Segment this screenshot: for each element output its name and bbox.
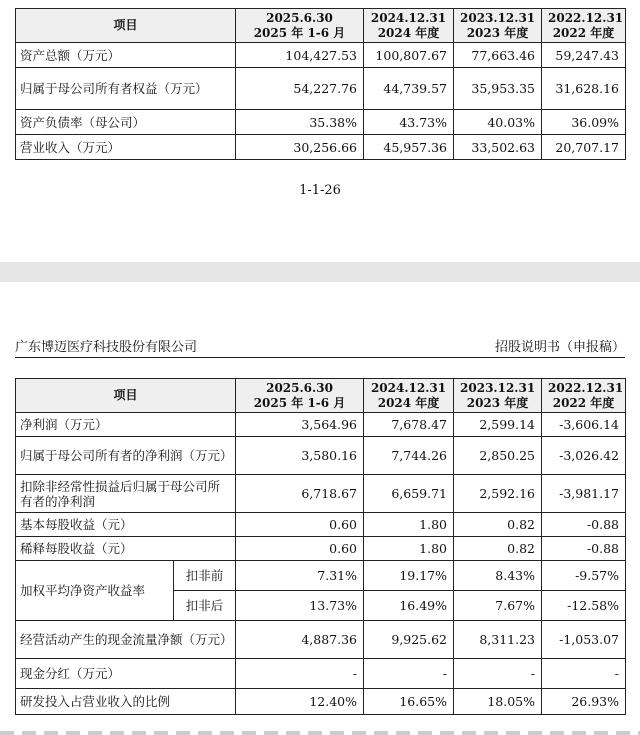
cell-value: 7.31%: [236, 561, 364, 591]
table-header-row: [16, 379, 626, 413]
row-label: 归属于母公司所有者的净利润（万元）: [16, 437, 236, 475]
cell-value: -3,981.17: [542, 475, 626, 513]
document-type: 招股说明书（申报稿）: [494, 340, 625, 355]
header-period-3: 2023.12.31 2023 年度: [454, 379, 542, 413]
cell-value: 9,925.62: [364, 621, 454, 659]
cell-value: -: [542, 659, 626, 689]
cell-value: -: [364, 659, 454, 689]
row-label: 研发投入占营业收入的比例: [16, 689, 236, 715]
cell-value: 77,663.46: [454, 43, 542, 68]
table-row: [16, 68, 626, 110]
table-row: [16, 135, 626, 160]
row-label: 净利润（万元）: [16, 413, 236, 437]
header-period-1: 2025.6.30 2025 年 1-6 月: [236, 9, 364, 43]
header-item: 项目: [16, 379, 236, 413]
row-label: 稀释每股收益（元）: [16, 537, 236, 561]
cell-value: 0.60: [236, 513, 364, 537]
row-label-roe: 加权平均净资产收益率: [16, 561, 174, 621]
company-name: 广东博迈医疗科技股份有限公司: [15, 340, 198, 355]
cell-value: 18.05%: [454, 689, 542, 715]
table-row: [16, 475, 626, 513]
row-label: 经营活动产生的现金流量净额（万元）: [16, 621, 236, 659]
next-page-edge: [0, 731, 640, 735]
header-period-4: 2022.12.31 2022 年度: [542, 9, 626, 43]
row-label: 资产总额（万元）: [16, 43, 236, 68]
financial-table-top: [15, 8, 626, 160]
cell-value: 36.09%: [542, 110, 626, 135]
table-row: [16, 110, 626, 135]
cell-value: -: [454, 659, 542, 689]
cell-value: 6,659.71: [364, 475, 454, 513]
cell-value: 0.82: [454, 537, 542, 561]
header-period-1: 2025.6.30 2025 年 1-6 月: [236, 379, 364, 413]
sub-label: 扣非后: [174, 591, 236, 621]
cell-value: 2,592.16: [454, 475, 542, 513]
cell-value: 8,311.23: [454, 621, 542, 659]
header-period-3: 2023.12.31 2023 年度: [454, 9, 542, 43]
table-row: [16, 413, 626, 437]
cell-value: 2,850.25: [454, 437, 542, 475]
cell-value: 33,502.63: [454, 135, 542, 160]
cell-value: 13.73%: [236, 591, 364, 621]
cell-value: 104,427.53: [236, 43, 364, 68]
financial-table-bottom: [15, 378, 626, 715]
row-label: 基本每股收益（元）: [16, 513, 236, 537]
cell-value: -12.58%: [542, 591, 626, 621]
cell-value: 26.93%: [542, 689, 626, 715]
cell-value: 100,807.67: [364, 43, 454, 68]
cell-value: 0.82: [454, 513, 542, 537]
table-row: [16, 43, 626, 68]
cell-value: 35,953.35: [454, 68, 542, 110]
cell-value: 40.03%: [454, 110, 542, 135]
cell-value: 7,744.26: [364, 437, 454, 475]
row-label: 资产负债率（母公司）: [16, 110, 236, 135]
page-number: 1-1-26: [299, 183, 341, 198]
cell-value: 59,247.43: [542, 43, 626, 68]
cell-value: -1,053.07: [542, 621, 626, 659]
cell-value: 7,678.47: [364, 413, 454, 437]
table-header-row: [16, 9, 626, 43]
cell-value: 44,739.57: [364, 68, 454, 110]
cell-value: 31,628.16: [542, 68, 626, 110]
table-row: [16, 561, 626, 591]
table-row: [16, 689, 626, 715]
cell-value: 3,580.16: [236, 437, 364, 475]
row-label: 现金分红（万元）: [16, 659, 236, 689]
cell-value: 7.67%: [454, 591, 542, 621]
cell-value: 20,707.17: [542, 135, 626, 160]
table-row: [16, 659, 626, 689]
cell-value: 16.65%: [364, 689, 454, 715]
cell-value: 54,227.76: [236, 68, 364, 110]
row-label: 扣除非经常性损益后归属于母公司所有者的净利润: [16, 475, 236, 513]
cell-value: 3,564.96: [236, 413, 364, 437]
cell-value: 12.40%: [236, 689, 364, 715]
table-row: [16, 437, 626, 475]
cell-value: -0.88: [542, 537, 626, 561]
cell-value: -: [236, 659, 364, 689]
header-period-4: 2022.12.31 2022 年度: [542, 379, 626, 413]
cell-value: 2,599.14: [454, 413, 542, 437]
page-gap: [0, 262, 640, 282]
cell-value: 0.60: [236, 537, 364, 561]
cell-value: 1.80: [364, 537, 454, 561]
row-label: 归属于母公司所有者权益（万元）: [16, 68, 236, 110]
cell-value: -0.88: [542, 513, 626, 537]
table-row: [16, 513, 626, 537]
cell-value: 6,718.67: [236, 475, 364, 513]
row-label: 营业收入（万元）: [16, 135, 236, 160]
cell-value: 43.73%: [364, 110, 454, 135]
sub-label: 扣非前: [174, 561, 236, 591]
cell-value: 30,256.66: [236, 135, 364, 160]
cell-value: 1.80: [364, 513, 454, 537]
cell-value: -3,026.42: [542, 437, 626, 475]
document-header: [15, 336, 625, 358]
cell-value: 8.43%: [454, 561, 542, 591]
cell-value: -3,606.14: [542, 413, 626, 437]
table-row: [16, 537, 626, 561]
cell-value: 19.17%: [364, 561, 454, 591]
cell-value: 45,957.36: [364, 135, 454, 160]
table-row: [16, 621, 626, 659]
cell-value: 4,887.36: [236, 621, 364, 659]
cell-value: 35.38%: [236, 110, 364, 135]
cell-value: 16.49%: [364, 591, 454, 621]
header-period-2: 2024.12.31 2024 年度: [364, 9, 454, 43]
cell-value: -9.57%: [542, 561, 626, 591]
header-item: 项目: [16, 9, 236, 43]
header-period-2: 2024.12.31 2024 年度: [364, 379, 454, 413]
